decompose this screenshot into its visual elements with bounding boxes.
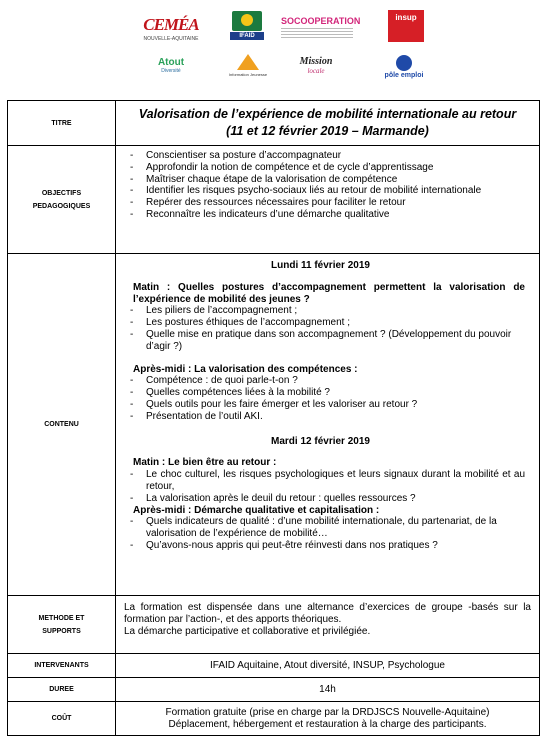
socooperation-logo — [281, 12, 361, 42]
list-item: - Quels indicateurs de qualité : d’une mobilité internationale, du partenariat, de la valorisation de l’expérience de mobilité… — [116, 516, 525, 540]
duree-value: 14h — [319, 683, 336, 695]
methode-cell — [116, 596, 539, 653]
training-sheet-table — [7, 100, 540, 736]
titre-line1: Valorisation de l’expérience de mobilité internationale au retour — [138, 107, 517, 121]
list-item: - Les postures éthiques de l’accompagnement ; — [116, 317, 525, 329]
day1-matin-title: Matin : Quelles postures d’accompagnement permettent la valorisation de l’expérience de mobilité des jeunes ? — [133, 281, 525, 305]
duree-label: DUREE — [8, 678, 116, 701]
list-item: - Quels outils pour les faire émerger et les valoriser au retour ? — [116, 399, 525, 411]
intervenants-row — [8, 654, 539, 678]
objectifs-list — [116, 150, 533, 221]
ifaid-logo-name: IFAID — [230, 32, 264, 40]
cemea-logo-sub: NOUVELLE-AQUITAINE — [143, 35, 199, 42]
list-item: - Repérer des ressources nécessaires pour faciliter le retour — [116, 197, 533, 209]
atout-logo-name: Atout — [157, 56, 185, 68]
information-jeunesse-logo-name: Information Jeunesse — [228, 71, 268, 77]
mission-locale-logo-name: Mission — [299, 55, 333, 67]
list-item: - Approfondir la notion de compétence et de cycle d’apprentissage — [116, 162, 533, 174]
list-item: - La valorisation après le deuil du retour : quelles ressources ? — [116, 493, 525, 505]
list-item: - Présentation de l’outil AKI. — [116, 411, 525, 423]
socooperation-logo-tagline — [281, 28, 353, 38]
titre-line2: (11 et 12 février 2019 – Marmande) — [226, 124, 429, 138]
day1-aprem-title: Après-midi : La valorisation des compétences : — [133, 363, 358, 375]
cout-cell — [116, 702, 539, 735]
day2-matin-title: Matin : Le bien être au retour : — [133, 457, 277, 469]
day2-aprem-title: Après-midi : Démarche qualitative et capitalisation : — [133, 504, 380, 516]
information-jeunesse-logo — [228, 50, 268, 80]
objectifs-row — [8, 146, 539, 254]
cout-line1: Formation gratuite (prise en charge par la DRDJSCS Nouvelle-Aquitaine) — [165, 706, 490, 718]
partner-logos — [0, 0, 548, 92]
contenu-cell — [116, 254, 539, 595]
day1-matin-list — [116, 305, 525, 352]
cout-row — [8, 702, 539, 735]
list-item: - Quelle mise en pratique dans son accompagnement ? (Développement du pouvoir d’agir ?) — [116, 329, 525, 353]
methode-label-line1: METHODE ET — [38, 614, 85, 622]
day2-aprem-list — [116, 516, 525, 551]
atout-logo-sub: Diversité — [161, 67, 181, 74]
methode-row — [8, 596, 539, 654]
list-item: - Compétence : de quoi parle-t-on ? — [116, 375, 525, 387]
cout-label: COÛT — [8, 702, 116, 735]
intervenants-value: IFAID Aquitaine, Atout diversité, INSUP, Psychologue — [210, 659, 445, 671]
intervenants-label: INTERVENANTS — [8, 654, 116, 677]
methode-text1: La formation est dispensée dans une alternance d’exercices de groupe -basés sur la formation par l’action-, et des apports théoriques. — [124, 602, 531, 625]
methode-label — [8, 596, 116, 653]
cout-line2: Déplacement, hébergement et restauration à la charge des participants. — [168, 718, 487, 730]
insup-logo — [388, 10, 424, 42]
ifaid-emblem-icon — [232, 11, 262, 31]
list-item: - Les piliers de l’accompagnement ; — [116, 305, 525, 317]
list-item: - Qu’avons-nous appris qui peut-être réinvesti dans nos pratiques ? — [116, 540, 525, 552]
list-item: - Quelles compétences liées à la mobilité ? — [116, 387, 525, 399]
titre-cell — [116, 101, 539, 145]
day1-aprem-list — [116, 375, 525, 422]
cemea-logo-name: CEMÉA — [143, 14, 199, 34]
titre-row — [8, 101, 539, 146]
list-item: - Identifier les risques psycho-sociaux liés au retour de mobilité internationale — [116, 185, 533, 197]
atout-diversite-logo — [157, 53, 185, 77]
pole-emploi-emblem-icon — [396, 55, 412, 71]
day2-title: Mardi 12 février 2019 — [271, 435, 370, 447]
list-item: - Reconnaître les indicateurs d’une démarche qualitative — [116, 209, 533, 221]
information-jeunesse-emblem-icon — [237, 54, 259, 70]
day2-matin-list — [116, 469, 525, 504]
socooperation-logo-name: SOCOOPERATION — [281, 16, 361, 26]
day1-title: Lundi 11 février 2019 — [271, 260, 370, 271]
methode-text2: La démarche participative et collaborative et privilégiée. — [124, 625, 371, 637]
pole-emploi-logo — [375, 54, 433, 80]
mission-locale-logo — [296, 52, 336, 78]
objectifs-label — [8, 146, 116, 253]
objectifs-label-line2: PEDAGOGIQUES — [32, 202, 91, 210]
mission-locale-logo-sub: locale — [307, 66, 325, 75]
list-item: - Maîtriser chaque étape de la valorisation de compétence — [116, 174, 533, 186]
objectifs-cell — [116, 146, 539, 253]
titre-label: TITRE — [8, 101, 116, 145]
methode-label-line2: SUPPORTS — [42, 627, 81, 635]
contenu-row — [8, 254, 539, 596]
objectifs-label-line1: OBJECTIFS — [41, 189, 82, 197]
insup-logo-name: insup — [388, 10, 424, 42]
list-item: - Conscientiser sa posture d’accompagnateur — [116, 150, 533, 162]
list-item: - Le choc culturel, les risques psychologiques et leurs signaux durant la mobilité et au retour, — [116, 469, 525, 493]
ifaid-logo — [230, 8, 264, 42]
cemea-logo — [135, 10, 207, 46]
pole-emploi-logo-name: pôle emploi — [384, 72, 424, 79]
duree-row — [8, 678, 539, 702]
contenu-label: CONTENU — [8, 254, 116, 595]
